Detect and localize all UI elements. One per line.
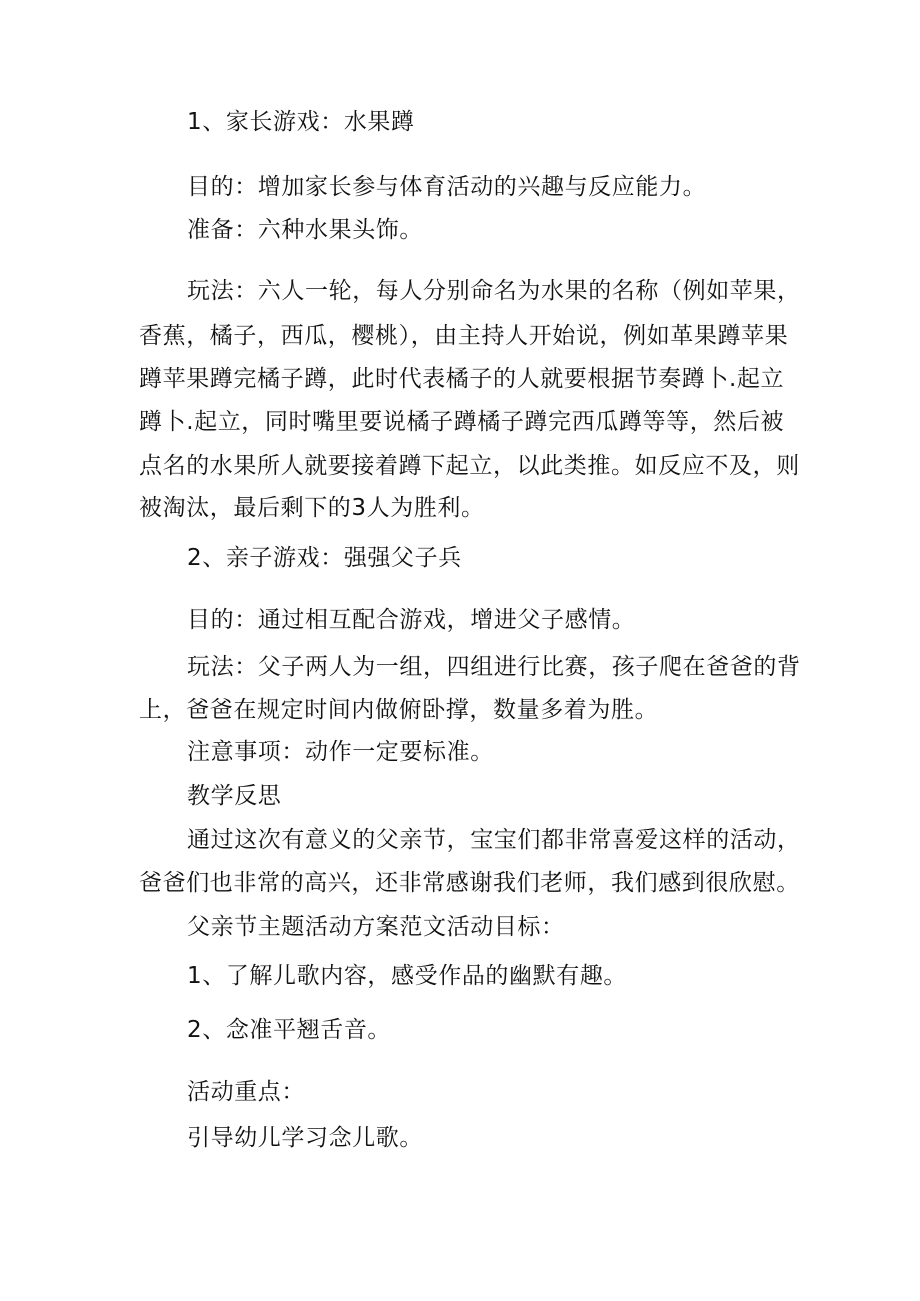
game1-purpose: 目的：增加家长参与体育活动的兴趣与反应能力。 — [187, 174, 707, 200]
game1-rules-line-1: 玩法：六人一轮，每人分别命名为水果的名称（例如苹果， — [187, 278, 801, 304]
game1-rules-line-4: 蹲卜.起立，同时嘴里要说橘子蹲橘子蹲完西瓜蹲等等，然后被 — [139, 409, 785, 435]
goal-1: 1、了解儿歌内容，感受作品的幽默有趣。 — [187, 963, 628, 989]
plan-goals-heading: 父亲节主题活动方案范文活动目标： — [187, 914, 565, 940]
reflection-line-1: 通过这次有意义的父亲节，宝宝们都非常喜爱这样的活动， — [187, 827, 801, 853]
goal-2: 2、念准平翘舌音。 — [187, 1017, 392, 1043]
reflection-heading: 教学反思 — [187, 783, 282, 809]
game2-rules-line-2: 上，爸爸在规定时间内做俯卧撑，数量多着为胜。 — [139, 697, 659, 723]
game1-rules-line-2: 香蕉，橘子，西瓜，樱桃），由主持人开始说，例如革果蹲苹果 — [139, 323, 789, 349]
game2-heading: 2、亲子游戏：强强父子兵 — [187, 545, 462, 571]
game2-notes: 注意事项：动作一定要标准。 — [187, 739, 494, 765]
game1-rules-line-6: 被淘汰，最后剩下的3人为胜利。 — [139, 495, 485, 521]
game1-rules-line-5: 点名的水果所人就要接着蹲下起立，以此类推。如反应不及，则 — [139, 453, 800, 479]
key-point-1: 引导幼儿学习念儿歌。 — [187, 1125, 423, 1151]
game1-heading: 1、家长游戏：水果蹲 — [187, 109, 415, 135]
game2-purpose: 目的：通过相互配合游戏，增进父子感情。 — [187, 607, 636, 633]
game2-rules-line-1: 玩法：父子两人为一组，四组进行比赛，孩子爬在爸爸的背 — [187, 654, 801, 680]
game1-preparation: 准备：六种水果头饰。 — [187, 217, 423, 243]
key-points-heading: 活动重点： — [187, 1079, 305, 1105]
game1-rules-line-3: 蹲苹果蹲完橘子蹲，此时代表橘子的人就要根据节奏蹲卜.起立 — [139, 366, 785, 392]
reflection-line-2: 爸爸们也非常的高兴，还非常感谢我们老师，我们感到很欣慰。 — [139, 870, 800, 896]
